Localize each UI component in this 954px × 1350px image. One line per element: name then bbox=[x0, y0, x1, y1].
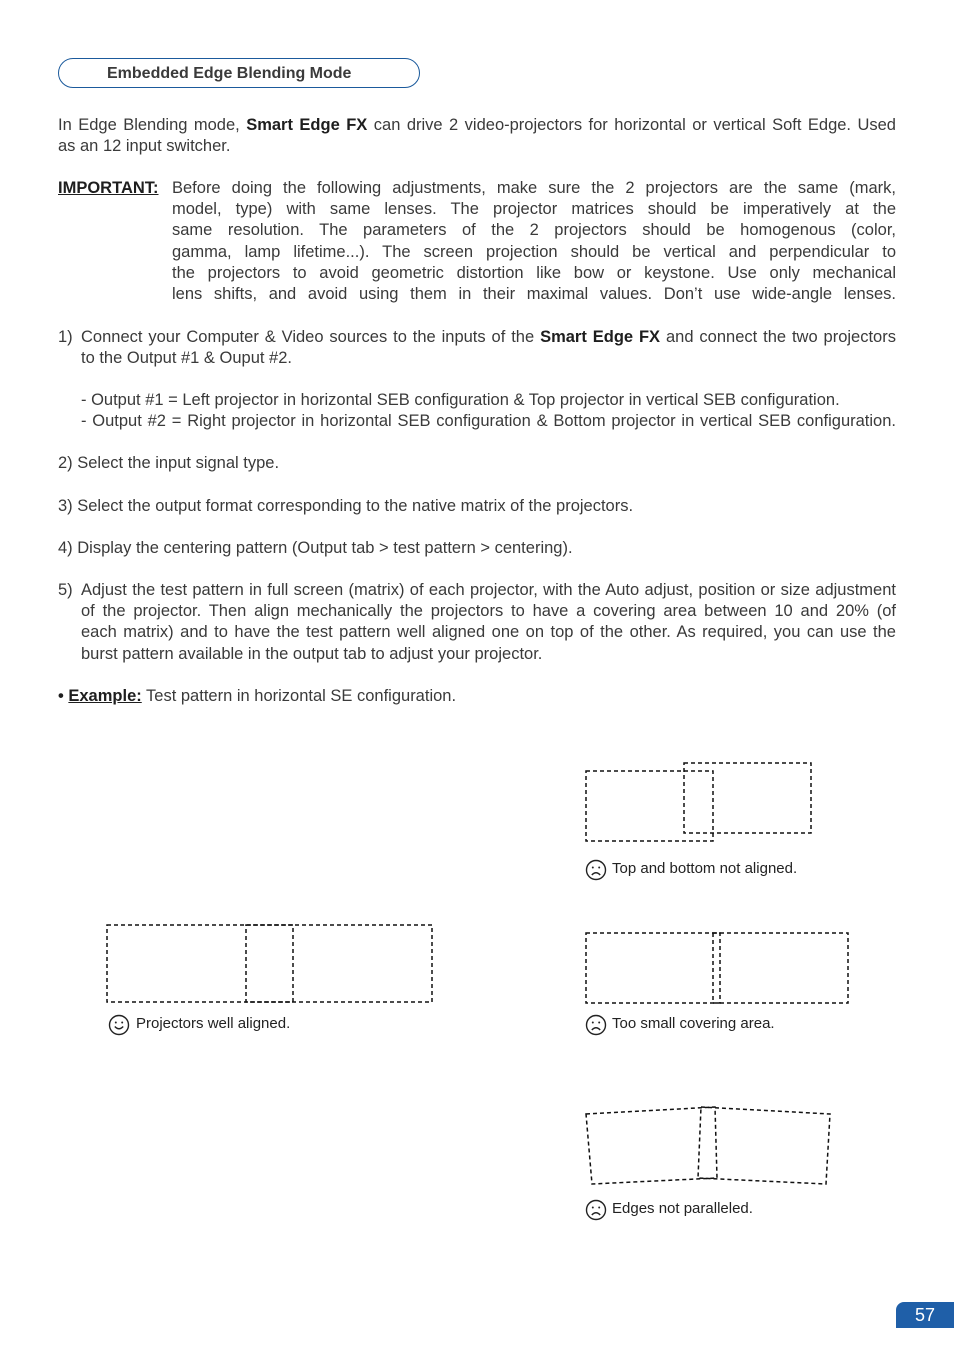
step1-product-name: Smart Edge FX bbox=[540, 328, 661, 346]
step1-suffix: and connect the two projectors bbox=[660, 328, 896, 346]
section-title: Embedded Edge Blending Mode bbox=[107, 65, 352, 82]
step1-number: 1) bbox=[58, 328, 73, 346]
caption-not-aligned: Top and bottom not aligned. bbox=[612, 860, 798, 877]
step5-line: of the projector. Then align mechanically the projectors to have a covering area between 10 and 20% (of bbox=[81, 602, 896, 621]
output1-line: - Output #1 = Left projector in horizontal SEB configuration & Top projector in vertical SEB configuration. bbox=[81, 391, 840, 409]
step3-text: 3) Select the output format corresponding to the native matrix of the projectors. bbox=[58, 497, 634, 515]
important-line: lens shifts, and avoid using them in their maximal values. Don’t use wide-angle lenses. bbox=[172, 285, 896, 304]
intro-line-2: as an 12 input switcher. bbox=[58, 137, 231, 156]
sad-face-icon bbox=[585, 1199, 607, 1221]
output2-line: - Output #2 = Right projector in horizontal SEB configuration & Bottom projector in vertical SEB configuration. bbox=[81, 412, 896, 431]
left-projector-frame bbox=[586, 1107, 717, 1184]
step5-number: 5) bbox=[58, 581, 73, 599]
example-label: Example: bbox=[68, 687, 142, 705]
important-line: gamma, lamp lifetime...). The screen projection should be vertical and perpendicular to bbox=[172, 242, 896, 261]
important-label: IMPORTANT: bbox=[58, 179, 159, 197]
right-projector-frame bbox=[698, 1107, 830, 1184]
page-number: 57 bbox=[896, 1302, 954, 1328]
step2-text: 2) Select the input signal type. bbox=[58, 454, 280, 472]
step5-line: each matrix) and to have the test pattern well aligned one on top of the other. As required, you can use the bbox=[81, 623, 896, 642]
step1-line-2: to the Output #1 & Ouput #2. bbox=[81, 349, 292, 368]
important-line: same resolution. The parameters of the 2 projectors should be homogenous (color, bbox=[172, 221, 896, 240]
step1-prefix: Connect your Computer & Video sources to the inputs of the bbox=[81, 328, 541, 346]
intro-prefix: In Edge Blending mode, bbox=[58, 116, 247, 134]
step5-line: Adjust the test pattern in full screen (matrix) of each projector, with the Auto adjust, position or size adjustment bbox=[81, 581, 896, 599]
important-line: Before doing the following adjustments, make sure the 2 projectors are the same (mark, bbox=[172, 179, 896, 197]
caption-not-paralleled: Edges not paralleled. bbox=[612, 1200, 753, 1217]
step5-line: burst pattern available in the output tab to adjust your projector. bbox=[81, 644, 543, 663]
important-line: the projectors to avoid geometric distortion like bow or keystone. Use only mechanical bbox=[172, 263, 896, 282]
example-text: Test pattern in horizontal SE configuration. bbox=[141, 687, 457, 705]
step4-text: 4) Display the centering pattern (Output tab > test pattern > centering). bbox=[58, 539, 573, 557]
caption-too-small: Too small covering area. bbox=[612, 1015, 775, 1032]
example-bullet: • bbox=[58, 687, 69, 705]
important-line: model, type) with same lenses. The projector matrices should be imperatively at the bbox=[172, 200, 896, 219]
caption-well-aligned: Projectors well aligned. bbox=[136, 1015, 291, 1032]
intro-suffix: can drive 2 video-projectors for horizontal or vertical Soft Edge. Used bbox=[367, 116, 896, 134]
intro-product-name: Smart Edge FX bbox=[246, 116, 368, 134]
